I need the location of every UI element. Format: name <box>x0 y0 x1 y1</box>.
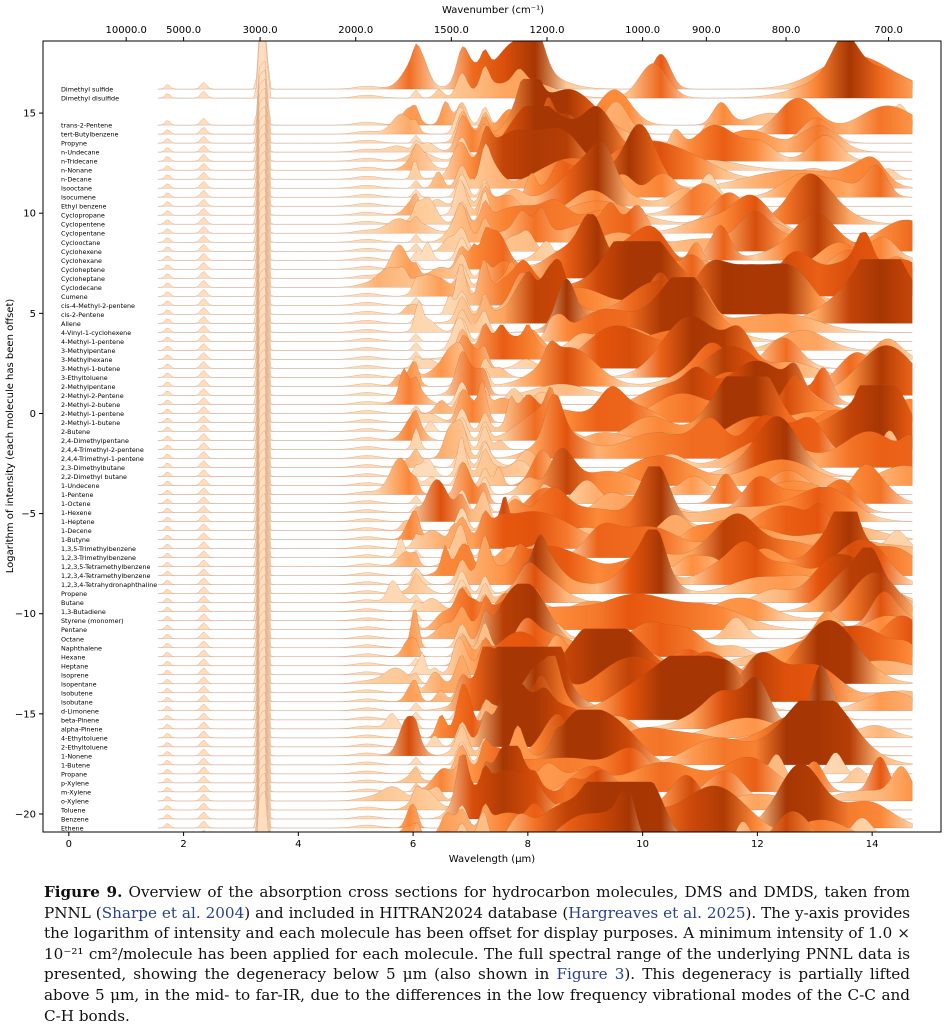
molecule-label: 2-Methyl-1-pentene <box>61 410 125 418</box>
top-tick-label: 900.0 <box>692 25 721 36</box>
molecule-label: Cyclohexene <box>61 247 102 256</box>
molecule-label: 2,2-Dimethyl butane <box>61 473 127 482</box>
x-axis-ticks <box>66 832 879 850</box>
y-tick-label: −5 <box>21 509 36 521</box>
molecule-label: 2-Methyl-2-butene <box>61 401 121 409</box>
molecule-label: Isooctane <box>61 184 92 193</box>
top-tick-label: 800.0 <box>771 25 801 36</box>
molecule-label: Cycloheptene <box>61 265 105 274</box>
molecule-label: 2-Butene <box>61 428 90 436</box>
top-tick-label: 2000.0 <box>338 25 374 36</box>
molecule-label: o-Xylene <box>61 797 89 806</box>
molecule-label: 4-Methyl-1-pentene <box>61 337 125 346</box>
x-tick-label: 10 <box>636 839 649 850</box>
citation-sharpe[interactable]: Sharpe et al. 2004 <box>101 903 245 922</box>
molecule-label: 4-Ethyltoluene <box>61 734 108 743</box>
molecule-label: cis-2-Pentene <box>61 310 105 319</box>
molecule-label: Isopentane <box>61 680 97 689</box>
molecule-label: cis-4-Methyl-2-pentene <box>61 301 135 310</box>
molecule-label: Styrene (monomer) <box>61 617 124 626</box>
molecule-label: m-Xylene <box>61 788 92 797</box>
top-tick-label: 10000.0 <box>105 25 147 36</box>
molecule-label: Ethyl benzene <box>61 202 107 211</box>
molecule-label: 4-Vinyl-1-cyclohexene <box>61 328 132 337</box>
molecule-label: 2-Methyl-2-Pentene <box>61 391 124 400</box>
molecule-label: Pentane <box>61 626 88 635</box>
molecule-label: 3-Ethyltoluene <box>61 373 108 382</box>
x-tick-label: 0 <box>65 839 73 850</box>
molecule-label: 1,3-Butadiene <box>61 608 106 617</box>
molecule-label: Toluene <box>61 806 86 815</box>
molecule-label: d-Limonene <box>61 707 99 716</box>
molecule-label: alpha-Pinene <box>61 725 103 734</box>
top-axis-label: Wavenumber (cm⁻¹) <box>442 5 544 16</box>
molecule-label: Cyclopentane <box>61 229 105 238</box>
top-axis-ticks <box>106 25 903 41</box>
molecule-label: Propene <box>61 590 88 599</box>
molecule-label: p-Xylene <box>61 779 89 788</box>
x-tick-label: 8 <box>524 839 532 850</box>
molecule-label: Naphthalene <box>61 644 102 653</box>
x-tick-label: 12 <box>751 839 764 850</box>
molecule-label: 3-Methylhexane <box>61 355 113 364</box>
molecule-label: 1-Decene <box>61 527 92 536</box>
citation-hargreaves[interactable]: Hargreaves et al. 2025 <box>568 903 746 922</box>
molecule-label: 1-Octene <box>61 500 91 509</box>
molecule-label: 2,4,4-Trimethyl-1-pentene <box>61 455 144 463</box>
molecule-label: 2-Methylpentane <box>61 382 116 391</box>
molecule-label: Isobutane <box>61 698 93 707</box>
molecule-label: 1,2,3-Trimethylbenzene <box>61 554 136 563</box>
molecule-label-layer <box>60 86 157 833</box>
y-tick-label: 0 <box>29 408 36 420</box>
molecule-label: n-Decane <box>61 175 92 184</box>
molecule-label: n-Nonane <box>61 166 92 175</box>
molecule-label: Propyne <box>61 139 87 148</box>
molecule-label: Cyclopentene <box>61 220 105 229</box>
molecule-label: Isoprene <box>61 671 89 680</box>
x-tick-label: 4 <box>295 839 302 850</box>
top-tick-label: 1200.0 <box>529 25 565 36</box>
x-tick-label: 2 <box>180 839 187 850</box>
molecule-label: n-Tridecane <box>61 157 98 166</box>
molecule-label: Cyclooctane <box>61 238 101 247</box>
molecule-label: 1-Butyne <box>61 536 90 545</box>
molecule-label: 3-Methylpentane <box>61 346 116 355</box>
molecule-label: Allene <box>61 319 81 328</box>
y-axis-ticks <box>15 109 43 821</box>
x-axis-label: Wavelength (μm) <box>448 854 536 865</box>
molecule-label: 3-Methyl-1-butene <box>61 364 121 373</box>
molecule-label: 2,4,4-Trimethyl-2-pentene <box>61 446 144 454</box>
molecule-label: 1-Pentene <box>61 491 94 500</box>
molecule-label: 1,3,5-Trimethylbenzene <box>61 545 136 554</box>
molecule-label: Ethene <box>61 824 84 833</box>
top-tick-label: 3000.0 <box>242 25 278 36</box>
molecule-label: Butane <box>61 599 84 608</box>
molecule-label: 2,3-Dimethylbutane <box>61 464 125 472</box>
top-tick-label: 1000.0 <box>625 25 661 36</box>
caption-text-2: ) and included in HITRAN2024 database ( <box>244 903 569 922</box>
x-tick-label: 6 <box>409 839 417 850</box>
molecule-label: Hexane <box>61 653 86 662</box>
molecule-label: Isocumene <box>61 193 96 202</box>
figure-3-link[interactable]: Figure 3 <box>556 965 625 984</box>
molecule-label: 1-Butene <box>61 761 90 770</box>
caption-text-1: Overview of the absorption cross sections for hydrocarbon molecules, DMS and DMDS, taken from PNNL ( <box>44 883 910 922</box>
ridge-layer <box>158 25 913 855</box>
y-tick-label: −15 <box>14 709 36 721</box>
molecule-label: Isobutene <box>61 689 93 698</box>
molecule-label: Propane <box>61 770 88 779</box>
y-tick-label: −20 <box>14 809 36 821</box>
molecule-label: Heptane <box>61 662 89 671</box>
y-tick-label: 10 <box>23 208 36 220</box>
molecule-label: Dimethyl disulfide <box>61 94 119 103</box>
molecule-label: trans-2-Pentene <box>61 121 113 130</box>
molecule-label: tert-Butylbenzene <box>61 130 119 139</box>
molecule-label: Benzene <box>61 815 89 824</box>
molecule-label: 2-Methyl-1-butene <box>61 419 121 427</box>
molecule-label: 1,2,3,4-Tetrahydronaphthaline <box>61 581 158 590</box>
figure-caption <box>44 882 910 1026</box>
molecule-label: Dimethyl sulfide <box>61 85 114 94</box>
molecule-label: Cyclohexane <box>61 256 102 265</box>
molecule-label: Cycloheptane <box>61 274 105 283</box>
y-axis-label: Logarithm of intensity (each molecule has been offset) <box>5 298 16 574</box>
caption-label: Figure 9. <box>44 883 123 901</box>
molecule-label: beta-Pinene <box>61 716 100 725</box>
y-tick-label: 5 <box>29 308 36 320</box>
caption-text-3: ). The y-axis provides the logarithm of intensity and each molecule has been offset for display purposes. A minimum intensity of 1.0 × 10⁻²¹ cm²/molecule has been applied for each molecule. The full spectral range of the underlying PNNL data is presented, showing the degeneracy below 5 μm (also shown in <box>44 903 910 984</box>
molecule-label: 1-Undecene <box>61 482 100 491</box>
top-tick-label: 5000.0 <box>166 25 202 36</box>
molecule-label: 1-Nonene <box>61 752 93 761</box>
molecule-label: Cyclodecane <box>61 283 102 292</box>
molecule-label: 1,2,3,5-Tetramethylbenzene <box>61 563 151 572</box>
molecule-label: 2,4-Dimethylpentane <box>61 437 129 445</box>
molecule-label: 2-Ethyltoluene <box>61 743 108 752</box>
y-tick-label: −10 <box>14 609 36 621</box>
y-tick-label: 15 <box>23 108 36 120</box>
molecule-label: 1-Hexene <box>61 509 92 518</box>
molecule-label: 1,2,3,4-Tetramethylbenzene <box>61 572 151 581</box>
molecule-label: Cyclopropane <box>61 211 105 220</box>
top-tick-label: 1500.0 <box>433 25 469 36</box>
molecule-label: Cumene <box>61 292 88 301</box>
x-tick-label: 14 <box>865 839 879 850</box>
caption-text-4: ). This degeneracy is partially lifted above 5 μm, in the mid- to far-IR, due to the differences in the low frequency vibrational modes of the C-C and C-H bonds. <box>44 965 911 1025</box>
molecule-label: 1-Heptene <box>61 518 95 527</box>
molecule-label: n-Undecane <box>61 148 100 157</box>
top-tick-label: 700.0 <box>874 25 903 36</box>
molecule-label: Octane <box>61 635 84 644</box>
